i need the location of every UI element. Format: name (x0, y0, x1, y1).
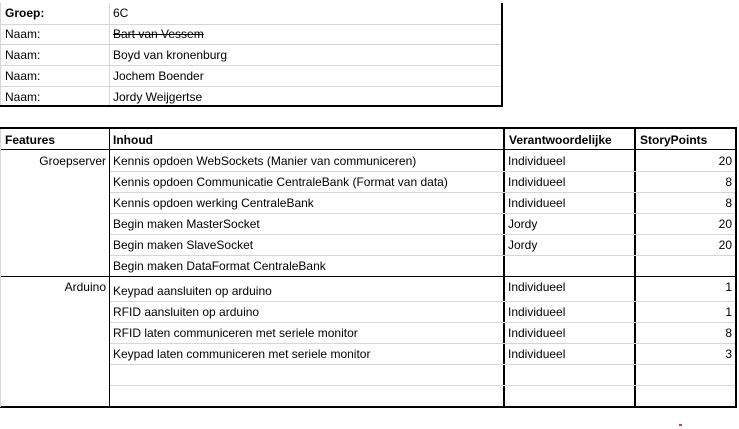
grid-line (0, 65, 501, 66)
grid-line (110, 301, 735, 302)
group-value[interactable]: 6C (113, 6, 129, 20)
inhoud-cell[interactable]: Kennis opdoen werking CentraleBank (113, 196, 314, 210)
storypoints-cell[interactable]: 1 (725, 305, 732, 319)
inhoud-cell[interactable]: Keypad aansluiten op arduino (113, 284, 272, 298)
inhoud-cell[interactable]: RFID aansluiten op arduino (113, 305, 260, 319)
verantwoordelijke-cell[interactable]: Individueel (508, 347, 566, 361)
storypoints-cell[interactable]: 20 (718, 238, 732, 252)
table-border (0, 406, 737, 408)
member-name[interactable]: Bart van Vessem (113, 27, 204, 41)
group-label: Groep: (5, 6, 45, 20)
table-border (0, 127, 737, 129)
grid-line (0, 44, 501, 45)
verantwoordelijke-cell[interactable]: Individueel (508, 305, 566, 319)
member-label: Naam: (5, 69, 41, 83)
header-features: Features (5, 133, 56, 147)
member-label: Naam: (5, 90, 41, 104)
red-mark (679, 424, 682, 426)
storypoints-cell[interactable]: 8 (725, 326, 732, 340)
grid-line (0, 86, 501, 87)
section-separator (0, 276, 737, 277)
inhoud-cell[interactable]: RFID laten communiceren met seriele monitor (113, 326, 358, 340)
grid-line (109, 3, 110, 106)
block-border (0, 105, 503, 107)
storypoints-cell[interactable]: 8 (725, 175, 732, 189)
storypoints-cell[interactable]: 8 (725, 196, 732, 210)
grid-line (110, 364, 735, 365)
grid-line (110, 255, 735, 256)
inhoud-cell[interactable]: Keypad laten communiceren met seriele monitor (113, 347, 371, 361)
grid-line (110, 171, 735, 172)
grid-line (110, 343, 735, 344)
header-inhoud: Inhoud (113, 133, 153, 147)
grid-line (0, 3, 1, 106)
storypoints-cell[interactable]: 3 (725, 347, 732, 361)
grid-line (110, 234, 735, 235)
header-verantwoordelijke: Verantwoordelijke (509, 133, 612, 147)
grid-line (110, 322, 735, 323)
member-label: Naam: (5, 27, 41, 41)
verantwoordelijke-cell[interactable]: Jordy (508, 238, 538, 252)
inhoud-cell[interactable]: Kennis opdoen WebSockets (Manier van communiceren) (113, 154, 417, 168)
member-name[interactable]: Jochem Boender (113, 69, 204, 83)
verantwoordelijke-cell[interactable]: Individueel (508, 154, 566, 168)
table-border (0, 149, 737, 150)
grid-line (110, 385, 735, 386)
verantwoordelijke-cell[interactable]: Individueel (508, 175, 566, 189)
storypoints-cell[interactable]: 20 (718, 154, 732, 168)
member-label: Naam: (5, 48, 41, 62)
block-border (501, 3, 503, 107)
grid-line (0, 129, 1, 407)
storypoints-cell[interactable]: 20 (718, 217, 732, 231)
verantwoordelijke-cell[interactable]: Individueel (508, 326, 566, 340)
storypoints-cell[interactable]: 1 (725, 280, 732, 294)
feature-cell[interactable]: Groepserver (39, 154, 106, 168)
member-name[interactable]: Boyd van kronenburg (113, 48, 228, 62)
grid-line (110, 213, 735, 214)
inhoud-cell[interactable]: Kennis opdoen Communicatie CentraleBank (Format van data) (113, 175, 448, 189)
inhoud-cell[interactable]: Begin maken DataFormat CentraleBank (113, 259, 326, 273)
column-border (735, 129, 737, 407)
feature-cell[interactable]: Arduino (64, 280, 106, 294)
grid-line (110, 192, 735, 193)
inhoud-cell[interactable]: Begin maken SlaveSocket (113, 238, 254, 252)
verantwoordelijke-cell[interactable]: Individueel (508, 280, 566, 294)
member-name[interactable]: Jordy Weijgertse (113, 90, 203, 104)
inhoud-cell[interactable]: Begin maken MasterSocket (113, 217, 260, 231)
verantwoordelijke-cell[interactable]: Individueel (508, 196, 566, 210)
header-storypoints: StoryPoints (640, 133, 708, 147)
grid-line (0, 24, 501, 25)
verantwoordelijke-cell[interactable]: Jordy (508, 217, 538, 231)
